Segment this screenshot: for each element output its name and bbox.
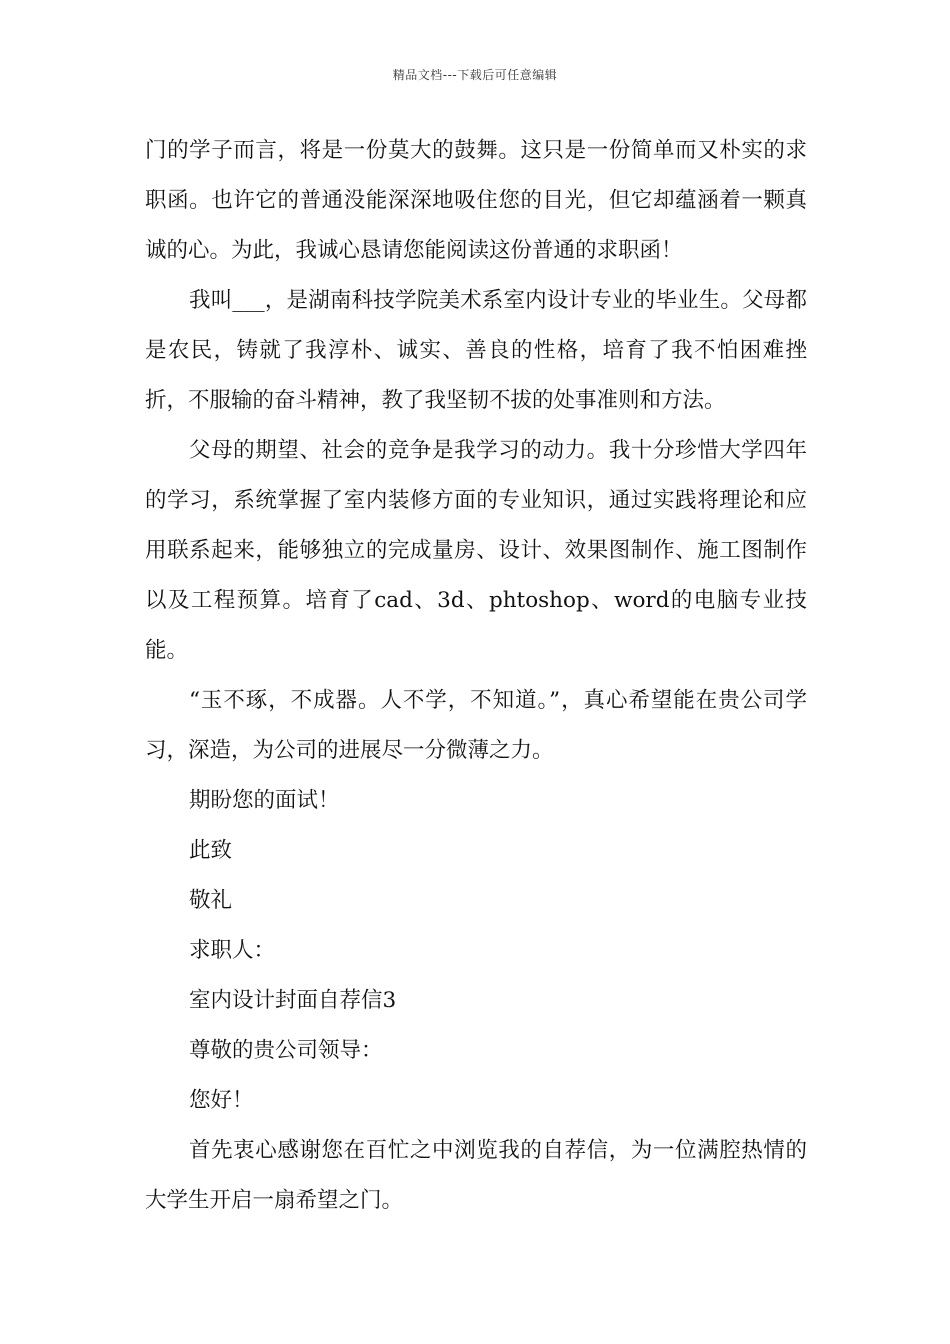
line-closing-2: 敬礼 bbox=[189, 888, 233, 913]
line-salutation: 尊敬的贵公司领导： bbox=[189, 1038, 383, 1063]
paragraph-study: 父母的期望、社会的竞争是我学习的动力。我十分珍惜大学四年的学习，系统掌握了室内装修方面的专业知识，通过实践将理论和应用联系起来，能够独立的完成量房、设计、效果图制作、施工图制作以及工程预算。培育了cad、3d、phtoshop、word的电脑专业技能。 bbox=[145, 438, 807, 663]
section-title: 室内设计封面自荐信3 bbox=[189, 988, 397, 1013]
line-applicant: 求职人： bbox=[189, 938, 276, 963]
paragraph-continuation: 门的学子而言，将是一份莫大的鼓舞。这只是一份简单而又朴实的求职函。也许它的普通没能深深地吸住您的目光，但它却蕴涵着一颗真诚的心。为此，我诚心恳请您能阅读这份普通的求职函！ bbox=[145, 138, 807, 263]
paragraph-aspiration: “玉不琢，不成器。人不学，不知道。”，真心希望能在贵公司学习，深造，为公司的进展尽一分微薄之力。 bbox=[145, 688, 807, 763]
paragraph-thanks: 首先衷心感谢您在百忙之中浏览我的自荐信，为一位满腔热情的大学生开启一扇希望之门。 bbox=[145, 1138, 807, 1213]
line-interview-wish: 期盼您的面试！ bbox=[189, 788, 340, 813]
paragraph-introduction: 我叫___，是湖南科技学院美术系室内设计专业的毕业生。父母都是农民，铸就了我淳朴、诚实、善良的性格，培育了我不怕困难挫折，不服输的奋斗精神，教了我坚韧不拔的处事准则和方法。 bbox=[145, 288, 807, 413]
page-header: 精品文档---下载后可任意编辑 bbox=[392, 68, 558, 82]
line-greeting: 您好！ bbox=[189, 1088, 254, 1113]
document-body bbox=[145, 126, 807, 1226]
line-closing-1: 此致 bbox=[189, 838, 233, 863]
